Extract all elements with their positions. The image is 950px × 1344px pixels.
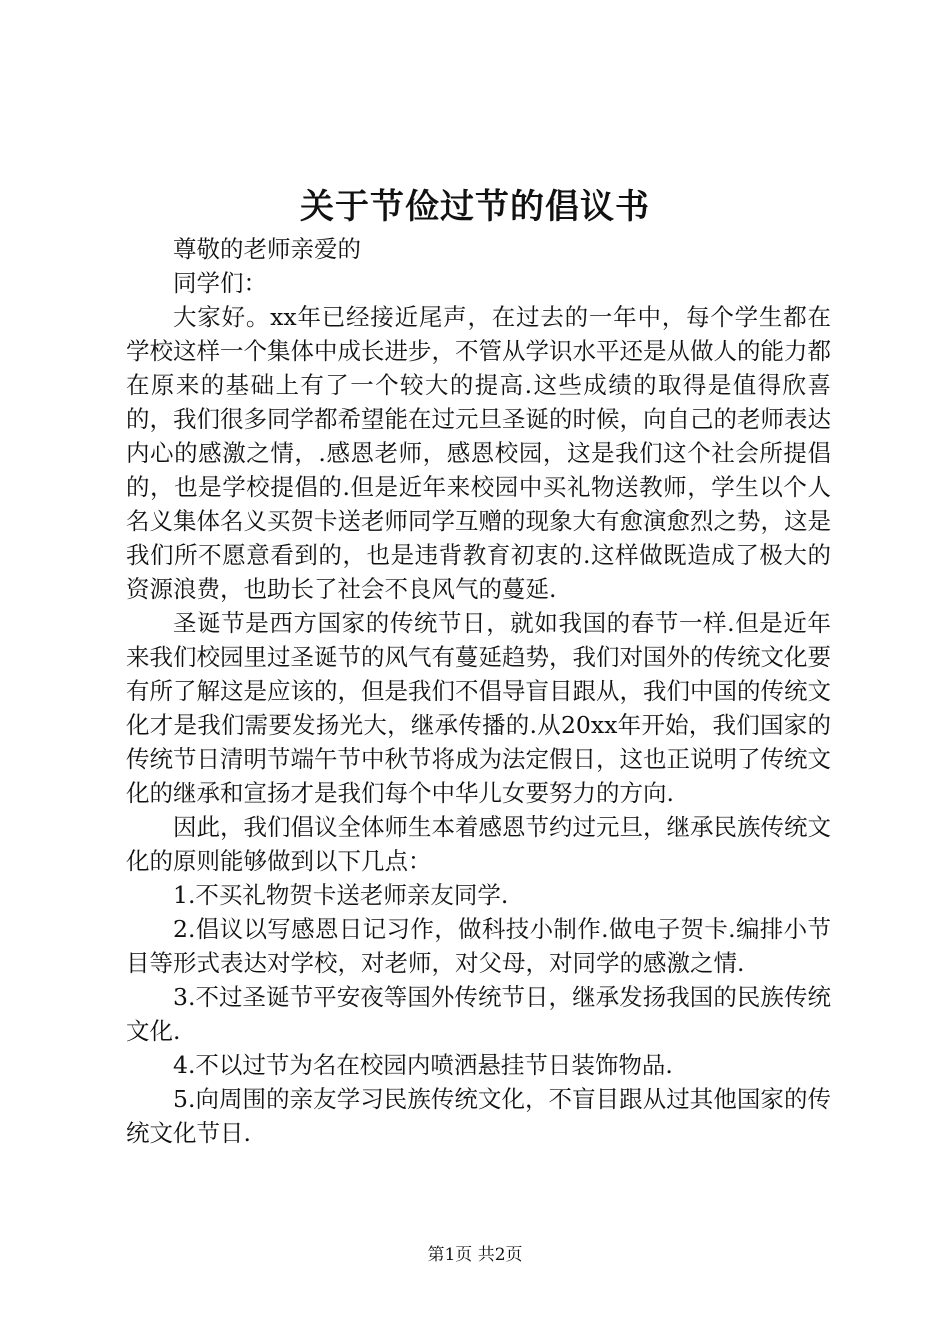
paragraph-proposal: 因此，我们倡议全体师生本着感恩节约过元旦，继承民族传统文化的原则能够做到以下几点：: [126, 813, 831, 875]
document-title: 关于节俭过节的倡议书: [300, 187, 650, 227]
proposal-item-1: 1.不买礼物贺卡送老师亲友同学.: [173, 881, 509, 909]
page-number-footer: 第1页 共2页: [427, 1245, 523, 1265]
salutation-line-2: 同学们：: [173, 269, 267, 297]
document-body: [126, 232, 831, 1150]
proposal-item-3: 3.不过圣诞节平安夜等国外传统节日，继承发扬我国的民族传统文化.: [126, 983, 831, 1045]
salutation-line-1: 尊敬的老师亲爱的: [173, 235, 361, 263]
paragraph-christmas: 圣诞节是西方国家的传统节日，就如我国的春节一样.但是近年来我们校园里过圣诞节的风气有蔓延趋势，我们对国外的传统文化要有所了解这是应该的，但是我们不倡导盲目跟从，我们中国的传统文化才是我们需要发扬光大，继承传播的.从20xx年开始，我们国家的传统节日清明节端午节中秋节将成为法定假日，这也正说明了传统文化的继承和宣扬才是我们每个中华儿女要努力的方向.: [126, 609, 831, 807]
proposal-item-5: 5.向周围的亲友学习民族传统文化，不盲目跟从过其他国家的传统文化节日.: [126, 1085, 831, 1147]
proposal-item-2: 2.倡议以写感恩日记习作，做科技小制作.做电子贺卡.编排小节目等形式表达对学校，对老师，对父母，对同学的感激之情.: [126, 915, 831, 977]
paragraph-intro: 大家好。xx年已经接近尾声，在过去的一年中，每个学生都在学校这样一个集体中成长进步，不管从学识水平还是从做人的能力都在原来的基础上有了一个较大的提高.这些成绩的取得是值得欣喜的，我们很多同学都希望能在过元旦圣诞的时候，向自己的老师表达内心的感激之情，.感恩老师，感恩校园，这是我们这个社会所提倡的，也是学校提倡的.但是近年来校园中买礼物送教师，学生以个人名义集体名义买贺卡送老师同学互赠的现象大有愈演愈烈之势，这是我们所不愿意看到的，也是违背教育初衷的.这样做既造成了极大的资源浪费，也助长了社会不良风气的蔓延.: [126, 303, 831, 603]
proposal-item-4: 4.不以过节为名在校园内喷洒悬挂节日装饰物品.: [173, 1051, 673, 1079]
